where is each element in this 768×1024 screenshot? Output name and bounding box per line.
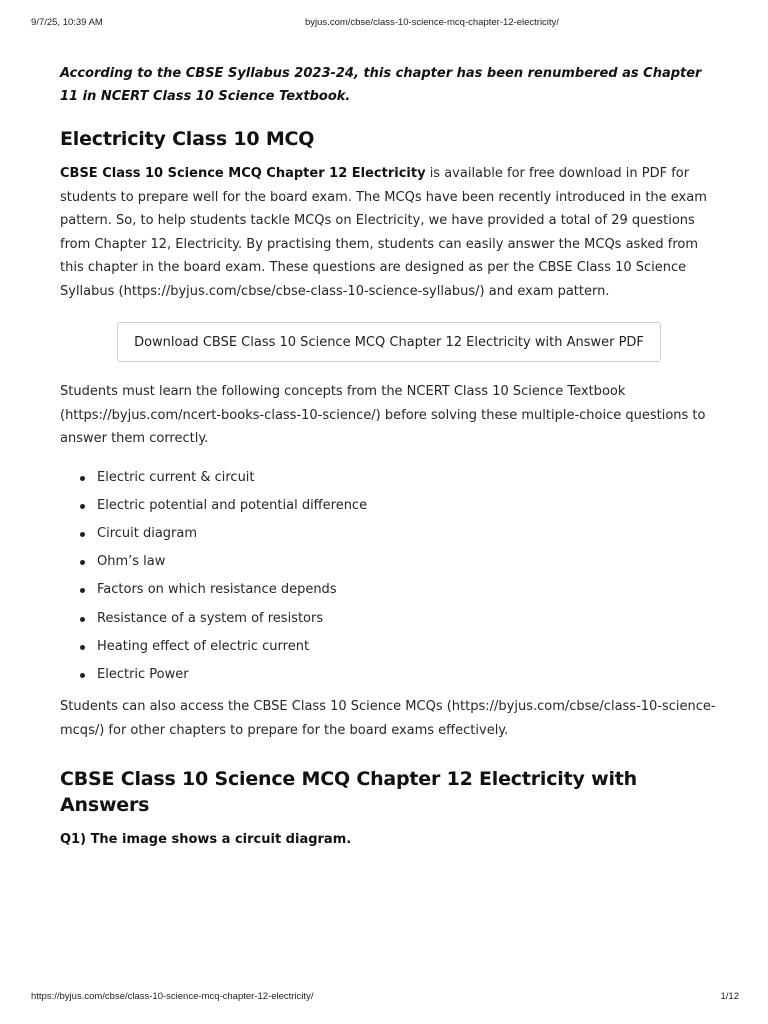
answers-section-title: CBSE Class 10 Science MCQ Chapter 12 Electricity with Answers (60, 768, 637, 817)
concepts-intro: Students must learn the following concepts from the NCERT Class 10 Science Textbook (https://byjus.com/ncert-books-class-10-science/) before solving these multiple-choice questions to answer them correctly. (60, 384, 706, 446)
article-content (60, 62, 720, 850)
list-item-text: Factors on which resistance depends (97, 582, 337, 598)
download-pdf-button[interactable]: Download CBSE Class 10 Science MCQ Chapter 12 Electricity with Answer PDF (117, 322, 661, 362)
concepts-list (80, 464, 720, 690)
list-item (80, 633, 720, 661)
list-item (80, 576, 720, 604)
intro-text: is available for free download in PDF for students to prepare well for the board exam. The MCQs have been recently introduced in the exam pattern. So, to help students tackle MCQs on Electricity, we have provided a total of 29 questions from Chapter 12, Electricity. By practising them, students can easily answer the MCQs asked from this chapter in the board exam. These questions are designed as per the CBSE Class 10 Science Syllabus (https://byjus.com/cbse/cbse-class-10-science-syllabus/) and exam pattern. (60, 166, 707, 299)
print-footer (0, 991, 768, 1005)
list-item-text: Electric Power (97, 666, 189, 682)
syllabus-notice: According to the CBSE Syllabus 2023-24, this chapter has been renumbered as Chapter 11 in NCERT Class 10 Science Textbook. (60, 66, 702, 104)
download-container (60, 322, 720, 362)
section-title: Electricity Class 10 MCQ (60, 128, 315, 150)
intro-paragraph (60, 162, 720, 303)
print-header (0, 17, 768, 31)
list-item (80, 520, 720, 548)
print-header-url: byjus.com/cbse/class-10-science-mcq-chapter-12-electricity/ (305, 17, 559, 28)
list-item-text: Circuit diagram (97, 525, 198, 541)
intro-bold-lead[interactable]: CBSE Class 10 Science MCQ Chapter 12 Electricity (60, 166, 426, 181)
list-item-text: Heating effect of electric current (97, 638, 310, 654)
list-item-text: Electric potential and potential difference (97, 497, 368, 513)
list-item (80, 661, 720, 689)
list-item-text: Electric current & circuit (97, 469, 255, 485)
other-chapters-paragraph: Students can also access the CBSE Class 10 Science MCQs (https://byjus.com/cbse/class-10-science-mcqs/) for other chapters to prepare for the board exams effectively. (60, 699, 716, 738)
bullet-icon (80, 617, 85, 622)
bullet-icon (80, 588, 85, 593)
bullet-icon (80, 645, 85, 650)
list-item-text: Ohm’s law (97, 554, 166, 570)
page-number: 1/12 (720, 991, 739, 1002)
list-item (80, 492, 720, 520)
bullet-icon (80, 560, 85, 565)
list-item (80, 464, 720, 492)
bullet-icon (80, 532, 85, 537)
print-footer-url: https://byjus.com/cbse/class-10-science-mcq-chapter-12-electricity/ (31, 991, 314, 1002)
list-item (80, 548, 720, 576)
bullet-icon (80, 476, 85, 481)
print-datetime: 9/7/25, 10:39 AM (31, 17, 103, 28)
bullet-icon (80, 673, 85, 678)
list-item-text: Resistance of a system of resistors (97, 610, 324, 626)
question-1: Q1) The image shows a circuit diagram. (60, 832, 352, 848)
list-item (80, 605, 720, 633)
bullet-icon (80, 504, 85, 509)
